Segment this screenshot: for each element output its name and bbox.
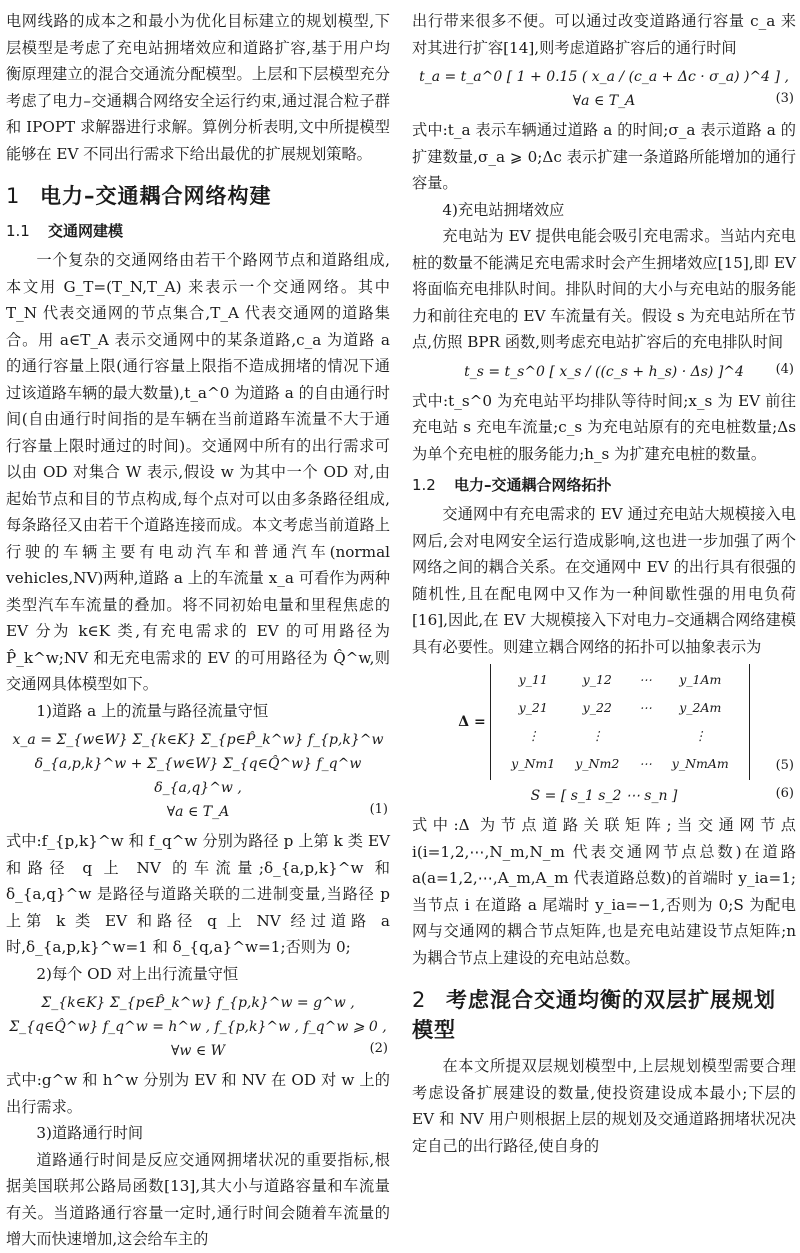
equation-number: (2) <box>369 1041 388 1056</box>
subsection-title: 电力–交通耦合网络拓扑 <box>454 476 612 494</box>
equation-6 <box>412 784 796 808</box>
paragraph: 式中:Δ 为节点道路关联矩阵;当交通网节点 i(i=1,2,⋯,N_m,N_m 代表交通网节点总数)在道路 a(a=1,2,⋯,A_m,A_m 代表道路总数)的首端时 y_ia=1;当节点 i 在道路 a 尾端时 y_ia=−1,否则为 0;S 为配电网与交通网的耦合节点矩阵,也是充电站建设节点矩阵;n 为耦合节点上建设的充电站总数。 <box>412 816 796 967</box>
equation-5 <box>412 664 796 780</box>
section-heading-1 <box>6 181 390 211</box>
equation-1 <box>6 728 390 824</box>
matrix-cell <box>629 722 662 750</box>
matrix-cell: ⋮ <box>526 728 540 743</box>
list-item: 2)每个 OD 对上出行流量守恒 <box>36 964 239 983</box>
subsection-number: 1.2 <box>412 476 436 494</box>
matrix-table <box>501 666 739 778</box>
paragraph: 式中:g^w 和 h^w 分别为 EV 和 NV 在 OD 对 w 上的出行需求。 <box>6 1071 390 1116</box>
paragraph: 式中:t_a 表示车辆通过道路 a 的时间;σ_a 表示道路 a 的扩建数量,σ_a ⩾ 0;Δc 表示扩建一条道路所能增加的通行容量。 <box>412 121 796 192</box>
matrix-cell: ⋯ <box>639 700 652 715</box>
subsection-number: 1.1 <box>6 222 30 240</box>
incidence-matrix <box>490 664 750 780</box>
equation-number: (3) <box>775 91 794 106</box>
paragraph: 出行带来很多不便。可以通过改变道路通行容量 c_a 来对其进行扩容[14],则考虑道路扩容后的通行时间 <box>412 12 796 57</box>
equation-number: (5) <box>775 758 794 773</box>
paragraph: 电网线路的成本之和最小为优化目标建立的规划模型,下层模型是考虑了充电站拥堵效应和道路扩容,基于用户均衡原理建立的混合交通流分配模型。上层和下层模型充分考虑了电力–交通耦合网络安全运行约束,通过混合粒子群和 IPOPT 求解器进行求解。算例分析表明,文中所提模型能够在 EV 不同出行需求下给出最优的扩展规划策略。 <box>6 12 390 163</box>
right-column <box>412 8 796 1159</box>
equation-line: t_a = t_a^0 [ 1 + 0.15 ( x_a / (c_a + Δc · σ_a) )^4 ] , ∀a ∈ T_A <box>419 69 789 109</box>
matrix-cell: y_1Am <box>679 672 722 687</box>
matrix-symbol: Δ = <box>458 714 486 730</box>
equation-number: (6) <box>775 786 794 801</box>
equation-2 <box>6 991 390 1063</box>
paragraph: 交通网中有充电需求的 EV 通过充电站大规模接入电网后,会对电网安全运行造成影响,这也进一步加强了两个网络之间的耦合关系。在交通网中 EV 的出行具有很强的随机性,且在配电网中又作为一种间歇性强的用电负荷[16],因此,在 EV 大规模接入下对电力–交通耦合网络建模具有必要性。则建立耦合网络的拓扑可以抽象表示为 <box>412 505 796 656</box>
paragraph: 充电站为 EV 提供电能会吸引充电需求。当站内充电桩的数量不能满足充电需求时会产生拥堵效应[15],即 EV 将面临充电排队时间。排队时间的大小与充电站的服务能力和前往充电的 EV 车流量有关。假设 s 为充电站所在节点,仿照 BPR 函数,则考虑充电站扩容后的充电排队时间 <box>412 227 796 351</box>
matrix-row <box>501 750 739 778</box>
section-number: 2 <box>412 988 427 1012</box>
equation-number: (4) <box>775 361 794 377</box>
section-title: 考虑混合交通均衡的双层扩展规划模型 <box>412 988 776 1042</box>
section-heading-2 <box>412 985 796 1045</box>
equation-3 <box>412 65 796 113</box>
matrix-cell: ⋯ <box>639 756 652 771</box>
matrix-cell: y_12 <box>582 672 612 687</box>
matrix-cell: y_21 <box>518 700 548 715</box>
equation-line: t_s = t_s^0 [ x_s / ((c_s + h_s) · Δs) ]^4 <box>464 363 744 380</box>
section-number: 1 <box>6 184 21 208</box>
left-column <box>6 8 390 1253</box>
equation-4 <box>412 360 796 384</box>
matrix-cell: ⋯ <box>639 672 652 687</box>
list-item: 4)充电站拥堵效应 <box>442 200 565 219</box>
matrix-cell: y_11 <box>518 672 548 687</box>
equation-line: Σ_{k∈K} Σ_{p∈P̂_k^w} f_{p,k}^w = g^w , Σ_{q∈Q̂^w} f_q^w = h^w , f_{p,k}^w , f_q^w ⩾ 0 , <box>9 995 387 1035</box>
matrix-cell: ⋮ <box>694 728 707 743</box>
matrix-row <box>501 666 739 694</box>
paragraph: 道路通行时间是反应交通网拥堵状况的重要指标,根据美国联邦公路局函数[13],其大小与道路容量和车流量有关。当道路通行容量一定时,通行时间会随着车流量的增大而快速增加,这会给车主的 <box>6 1150 390 1248</box>
matrix-cell: y_NmAm <box>671 756 729 771</box>
paragraph: 式中:f_{p,k}^w 和 f_q^w 分别为路径 p 上第 k 类 EV 和路径 q 上 NV 的车流量;δ_{a,p,k}^w 和 δ_{a,q}^w 是路径与道路关联的二进制变量,当路径 p 上第 k 类 EV 和路径 q 上 NV 经过道路 a 时,δ_{a,p,k}^w=1 和 δ_{q,a}^w=1;否则为 0; <box>6 832 390 956</box>
subsection-heading-1-2 <box>412 473 796 497</box>
matrix-cell: y_22 <box>582 700 612 715</box>
equation-line: S = [ s_1 s_2 ⋯ s_n ] <box>530 788 678 804</box>
subsection-title: 交通网建模 <box>48 222 124 240</box>
equation-number: (1) <box>369 802 388 817</box>
section-title: 电力–交通耦合网络构建 <box>40 184 272 208</box>
list-item: 3)道路通行时间 <box>36 1124 144 1142</box>
equation-line: x_a = Σ_{w∈W} Σ_{k∈K} Σ_{p∈P̂_k^w} f_{p,k}^w δ_{a,p,k}^w + Σ_{w∈W} Σ_{q∈Q̂^w} f_q^w δ_{a,q}^w , <box>12 732 384 796</box>
matrix-row <box>501 694 739 722</box>
paragraph: 式中:t_s^0 为充电站平均排队等待时间;x_s 为 EV 前往充电站 s 充电车流量;c_s 为充电站原有的充电桩数量;Δs 为单个充电桩的服务能力;h_s 为扩建充电桩的数量。 <box>412 391 796 463</box>
matrix-cell: y_Nm1 <box>511 756 556 771</box>
matrix-cell: y_Nm2 <box>575 756 620 771</box>
matrix-row <box>501 722 739 750</box>
equation-line: ∀a ∈ T_A <box>166 804 230 820</box>
subsection-heading-1-1 <box>6 219 390 243</box>
paragraph: 在本文所提双层规划模型中,上层规划模型需要合理考虑设备扩展建设的数量,使投资建设成本最小;下层的 EV 和 NV 用户则根据上层的规划及交通道路拥堵状况决定自己的出行路径,使自身的 <box>412 1057 796 1155</box>
equation-line: ∀w ∈ W <box>170 1043 226 1059</box>
list-item: 1)道路 a 上的流量与路径流量守恒 <box>36 701 269 720</box>
matrix-cell: ⋮ <box>591 728 604 743</box>
paragraph: 一个复杂的交通网络由若干个路网节点和道路组成,本文用 G_T=(T_N,T_A) 来表示一个交通网络。其中 T_N 代表交通网的节点集合,T_A 代表交通网的道路集合。用 a∈T_A 表示交通网中的某条道路,c_a 为道路 a 的通行容量上限(通行容量上限指不造成拥堵的情况下通过该道路车辆的最大数量),t_a^0 为道路 a 的自由通行时间(自由通行时间指的是车辆在当前道路车流量不大于通行容量上限时通过的时间)。交通网中所有的出行需求可以由 OD 对集合 W 表示,假设 w 为其中一个 OD 对,由起始节点和目的节点构成,每个点对可以由多条路径组成,每条路径又由若干个道路连接而成。本文考虑当前道路上行驶的车辆主要有电动汽车和普通汽车(normal vehicles,NV)两种,道路 a 上的车流量 x_a 可看作为两种类型汽车车流量的叠加。将不同初始电量和里程焦虑的 EV 分为 k∈K 类,有充电需求的 EV 的可用路径为 P̂_k^w;NV 和无充电需求的 EV 的可用路径为 Q̂^w,则交通网具体模型如下。 <box>6 251 390 693</box>
matrix-cell: y_2Am <box>679 700 722 715</box>
